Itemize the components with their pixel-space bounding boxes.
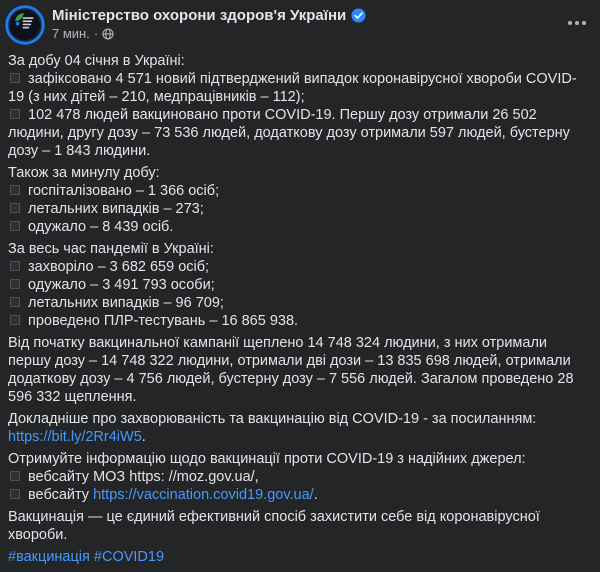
post-text-line <box>8 334 592 406</box>
post-text-block <box>8 508 592 544</box>
post-text-line <box>8 468 592 486</box>
bullet-square-icon <box>10 73 20 83</box>
post-text-line <box>8 486 592 504</box>
post-text: одужало – 8 439 осіб. <box>28 219 174 235</box>
post-text: одужало – 3 491 793 особи; <box>28 277 215 293</box>
inline-link[interactable]: https://bit.ly/2Rr4iW5 <box>8 429 142 445</box>
globe-icon <box>102 28 114 40</box>
bullet-square-icon <box>10 109 20 119</box>
post-text: вебсайту МОЗ https: //moz.gov.ua/, <box>28 469 259 485</box>
post-text: Докладніше про захворюваність та вакцинацію від COVID-19 - за посиланням: <box>8 411 537 427</box>
post-text-line <box>8 182 592 200</box>
post-text-line <box>8 258 592 276</box>
post-timestamp[interactable]: 7 мин. <box>52 26 90 41</box>
post-text-line <box>8 450 592 468</box>
post-text: летальних випадків – 273; <box>28 201 204 217</box>
post-text: Отримуйте інформацію щодо вакцинації проти COVID-19 з надійних джерел: <box>8 451 526 467</box>
post-meta <box>52 26 560 42</box>
post-text-line <box>8 200 592 218</box>
post-body <box>0 48 600 572</box>
post-text-line <box>8 164 592 182</box>
more-options-button[interactable] <box>564 15 590 31</box>
logo-dot-icon <box>16 22 20 26</box>
post-text: Також за минулу добу: <box>8 165 160 181</box>
bullet-square-icon <box>10 221 20 231</box>
post-text: За добу 04 січня в Україні: <box>8 53 185 69</box>
hashtag-link[interactable]: #COVID19 <box>93 549 165 565</box>
post-text-block <box>8 240 592 330</box>
post-text-line <box>8 508 592 544</box>
post-text: Вакцинація — це єдиний ефективний спосіб захистити себе від коронавірусної хвороби. <box>8 509 544 543</box>
post-text: . <box>313 487 318 503</box>
bullet-square-icon <box>10 261 20 271</box>
post-text: захворіло – 3 682 659 осіб; <box>28 259 210 275</box>
post-text-block <box>8 52 592 160</box>
post-text-line <box>8 240 592 258</box>
bullet-square-icon <box>10 489 20 499</box>
verified-badge-icon <box>351 8 366 23</box>
post-text-block <box>8 410 592 446</box>
dot-icon <box>582 21 586 25</box>
post-text-block <box>8 164 592 236</box>
post-text-block <box>8 450 592 504</box>
bullet-square-icon <box>10 185 20 195</box>
dot-icon <box>575 21 579 25</box>
post-text: 102 478 людей вакциновано проти COVID-19. Першу дозу отримали 26 502 людини, другу дозу – 73 536 людей, додаткову дозу отримали 597 людей, бустерну дозу – 1 843 людини. <box>8 107 574 159</box>
post-text: Від початку вакцинальної кампанії щеплено 14 748 324 людини, з них отримали першу дозу – 14 748 322 людини, отримали дві дози – 13 835 698 людей, отримали додаткову дозу – 4 756 людей, бустерну дозу – 7 556 людей. Загалом проведено 28 596 332 щеплення. <box>8 335 578 405</box>
bullet-square-icon <box>10 297 20 307</box>
post-text: зафіксовано 4 571 новий підтверджений випадок коронавірусної хвороби COVID-19 (з них дітей – 210, медпрацівників – 112); <box>8 71 577 105</box>
dot-icon <box>568 21 572 25</box>
post-text-line <box>8 312 592 330</box>
post-text-line <box>8 276 592 294</box>
post-text: За весь час пандемії в Україні: <box>8 241 214 257</box>
post-text: проведено ПЛР-тестувань – 16 865 938. <box>28 313 299 329</box>
inline-link[interactable]: https://vaccination.covid19.gov.ua/ <box>93 487 314 503</box>
bullet-square-icon <box>10 279 20 289</box>
post-text-line <box>8 548 592 566</box>
post-text: вебсайту <box>28 487 94 503</box>
post-text: госпіталізовано – 1 366 осіб; <box>28 183 220 199</box>
page-avatar[interactable] <box>5 5 45 45</box>
hashtag-link[interactable]: #вакцинація <box>8 549 90 565</box>
post-text-block <box>8 548 592 566</box>
post-text-line <box>8 52 592 70</box>
page-name[interactable]: Міністерство охорони здоров'я України <box>52 7 347 24</box>
post-text: . <box>141 429 146 445</box>
post-text-line <box>8 428 592 446</box>
meta-separator: · <box>93 26 99 41</box>
post-text-line <box>8 410 592 428</box>
bullet-square-icon <box>10 315 20 325</box>
post-text-line <box>8 106 592 160</box>
post-text-line <box>8 218 592 236</box>
bullet-square-icon <box>10 203 20 213</box>
post-text-block <box>8 334 592 406</box>
post-text-line <box>8 294 592 312</box>
post-text-line <box>8 70 592 106</box>
post-header <box>0 0 600 48</box>
post-text: летальних випадків – 96 709; <box>28 295 224 311</box>
bullet-square-icon <box>10 471 20 481</box>
